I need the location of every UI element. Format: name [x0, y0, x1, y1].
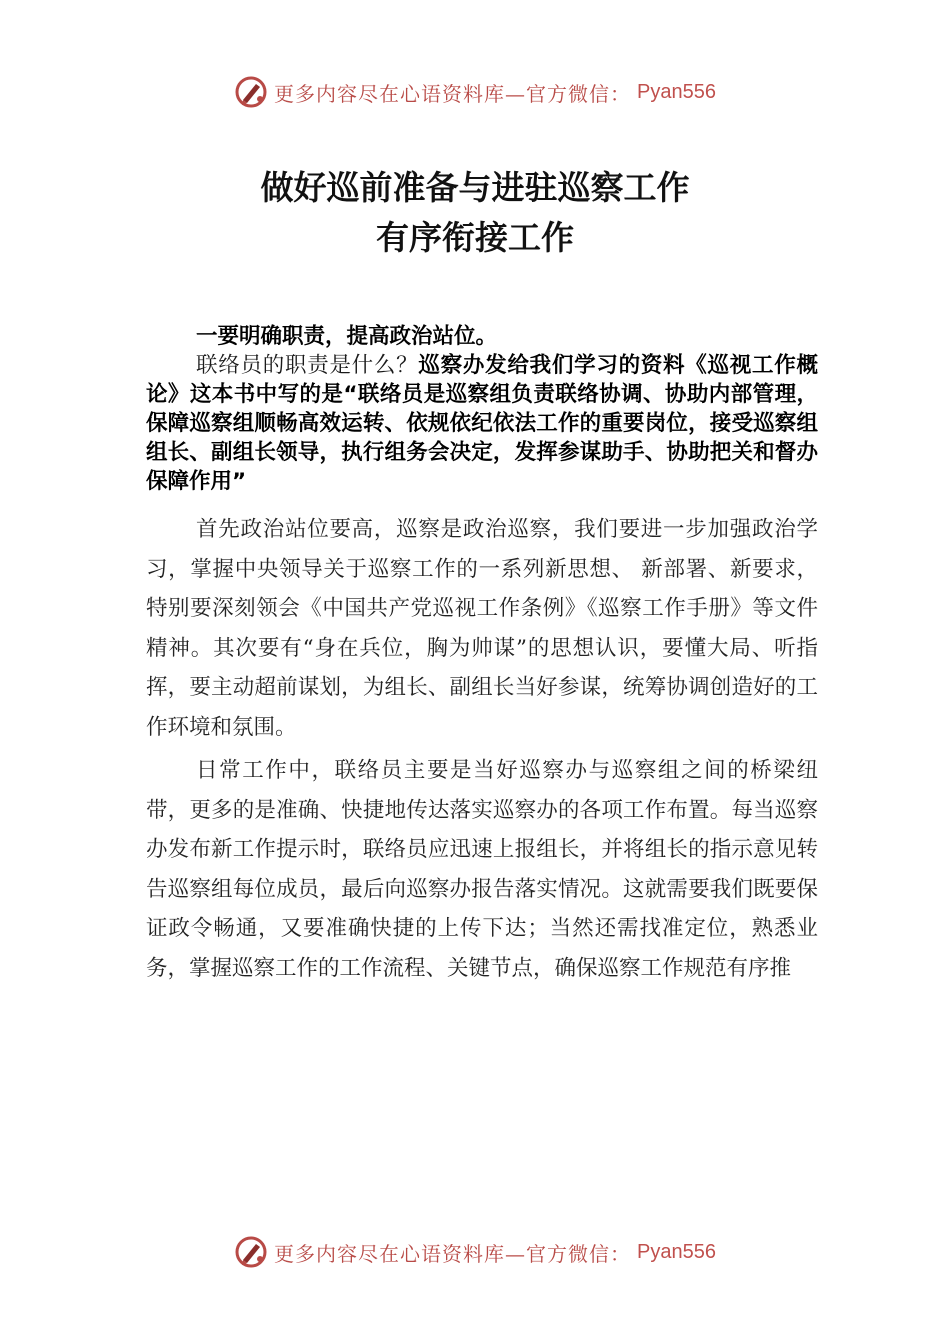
banner-wechat-id: Pyan556 — [637, 80, 716, 103]
title-line-2: 有序衔接工作 — [376, 218, 574, 257]
document-body — [146, 322, 818, 988]
pen-circle-logo-icon — [234, 1235, 268, 1269]
section-heading: 一要明确职责，提高政治站位。 — [196, 324, 498, 349]
paragraph-2: 首先政治站位要高，巡察是政治巡察，我们要进一步加强政治学习，掌握中央领导关于巡察工作的一系列新思想、 新部署、新要求，特别要深刻领会《中国共产党巡视工作条例》《巡察工作手册》等文件精神。其次要有“身在兵位，胸为帅谋”的思想认识，要懂大局、听指挥，要主动超前谋划，为组长、副组长当好参谋，统筹协调创造好的工作环境和氛围。 — [146, 517, 818, 740]
document-title — [0, 163, 950, 263]
footer-banner — [0, 1230, 950, 1274]
banner-wechat-id: Pyan556 — [637, 1240, 716, 1263]
title-line-1: 做好巡前准备与进驻巡察工作 — [260, 168, 690, 207]
paragraph-1-lead: 联络员的职责是什么？ — [196, 353, 419, 378]
banner-text: 更多内容尽在心语资料库—官方微信： — [274, 1241, 632, 1266]
banner-text: 更多内容尽在心语资料库—官方微信： — [274, 81, 632, 106]
paragraph-1 — [146, 351, 818, 496]
header-banner — [0, 70, 950, 114]
pen-circle-logo-icon — [234, 75, 268, 109]
paragraph-3: 日常工作中，联络员主要是当好巡察办与巡察组之间的桥梁纽带，更多的是准确、快捷地传达落实巡察办的各项工作布置。每当巡察办发布新工作提示时，联络员应迅速上报组长，并将组长的指示意见转告巡察组每位成员，最后向巡察办报告落实情况。这就需要我们既要保证政令畅通，又要准确快捷的上传下达；当然还需找准定位，熟悉业务，掌握巡察工作的工作流程、关键节点，确保巡察工作规范有序推 — [146, 758, 818, 981]
paragraph-1-quote: 巡察办发给我们学习的资料《巡视工作概论》这本书中写的是“联络员是巡察组负责联络协调、协助内部管理，保障巡察组顺畅高效运转、依规依纪依法工作的重要岗位，接受巡察组组长、副组长领导，执行组务会决定，发挥参谋助手、协助把关和督办保障作用” — [146, 353, 818, 494]
